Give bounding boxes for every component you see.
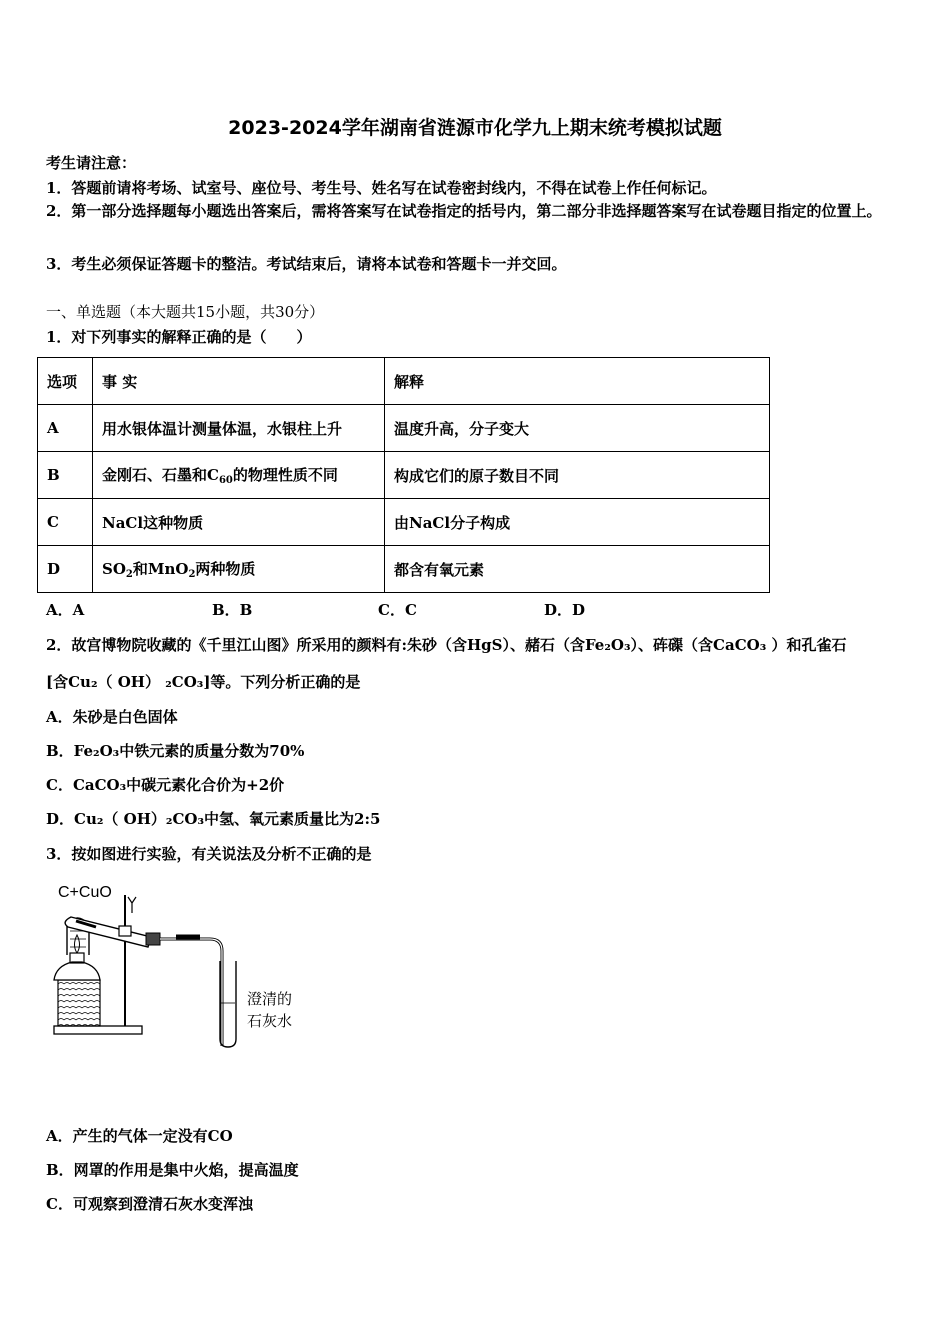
subscript: 2 [188,569,196,580]
row-fact: 用水银体温计测量体温，水银柱上升 [93,405,385,452]
fact-text: 的物理性质不同 [232,466,338,484]
limewater-label-2: 石灰水 [247,1012,293,1030]
q2-option-c: C．CaCO₃中碳元素化合价为+2价 [46,776,285,794]
q3-option-c: C．可观察到澄清石灰水变浑浊 [46,1195,253,1213]
row-option: D [38,546,93,593]
row-fact [93,452,385,499]
subscript: 2 [125,569,133,580]
table-row [38,546,770,593]
alcohol-lamp [54,962,100,980]
row-option: A [38,405,93,452]
table-row [38,499,770,546]
apparatus-diagram [46,873,316,1051]
limewater-label-1: 澄清的 [247,990,293,1008]
q2-option-b: B．Fe₂O₃中铁元素的质量分数为70% [46,742,305,760]
q1-choices [46,599,710,620]
section-heading: 一、单选题（本大题共15小题，共30分） [46,303,325,321]
q1-stem: 1．对下列事实的解释正确的是（ ） [46,328,312,346]
delivery-tube [160,939,222,1046]
flame-icon [75,935,80,953]
q1-table [37,357,770,593]
stand-base [54,1026,142,1034]
q2-stem-line1: 2．故宫博物院收藏的《千里江山图》所采用的颜料有:朱砂（含HgS）、赭石（含Fe₂O₃）、砗磲（含CaCO₃ ）和孔雀石 [46,636,847,654]
row-explain: 构成它们的原子数目不同 [385,452,770,499]
q2-option-d: D．Cu₂（ OH）₂CO₃中氢、氧元素质量比为2:5 [46,810,381,828]
reagent-label: C+CuO [58,884,112,901]
stopper [146,933,160,945]
row-option: C [38,499,93,546]
q1-choice-a: A．A [46,601,85,619]
page-title: 2023-2024学年湖南省涟源市化学九上期末统考模拟试题 [228,117,722,139]
header-option: 选项 [38,358,93,405]
q2-stem-line2: [含Cu₂（ OH） ₂CO₃]等。下列分析正确的是 [46,673,361,691]
notice-heading: 考生请注意： [46,154,137,172]
q1-choice-d: D．D [544,601,586,619]
q1-choice-c: C．C [378,601,417,619]
header-fact: 事 实 [93,358,385,405]
q2-option-a: A．朱砂是白色固体 [46,708,178,726]
subscript: 60 [218,475,233,486]
fact-text: 两种物质 [195,560,256,578]
row-explain: 温度升高，分子变大 [385,405,770,452]
tube-clamp [119,926,131,936]
fact-text: 和MnO [132,560,189,578]
header-explain: 解释 [385,358,770,405]
row-fact: NaCl这种物质 [93,499,385,546]
q3-option-b: B．网罩的作用是集中火焰，提高温度 [46,1161,299,1179]
row-explain: 都含有氧元素 [385,546,770,593]
table-row [38,452,770,499]
table-row [38,405,770,452]
fact-text: SO [102,560,126,578]
fact-text: 金刚石、石墨和C [102,466,219,484]
notice-item-1: 1．答题前请将考场、试室号、座位号、考生号、姓名写在试卷密封线内，不得在试卷上作任何标记。 [46,179,717,197]
row-option: B [38,452,93,499]
q3-option-a: A．产生的气体一定没有CO [46,1127,233,1145]
table-header-row [38,358,770,405]
row-explain: 由NaCl分子构成 [385,499,770,546]
wood-block [58,980,100,1026]
notice-item-3: 3．考生必须保证答题卡的整洁。考试结束后，请将本试卷和答题卡一并交回。 [46,255,567,273]
q3-stem: 3．按如图进行实验，有关说法及分析不正确的是 [46,845,372,863]
row-fact [93,546,385,593]
notice-item-2: 2．第一部分选择题每小题选出答案后，需将答案写在试卷指定的括号内，第二部分非选择题答案写在试卷题目指定的位置上。 [46,202,882,220]
q1-choice-b: B．B [212,601,253,619]
clamp-knob-icon [128,897,136,913]
mesh-lines [70,931,86,947]
